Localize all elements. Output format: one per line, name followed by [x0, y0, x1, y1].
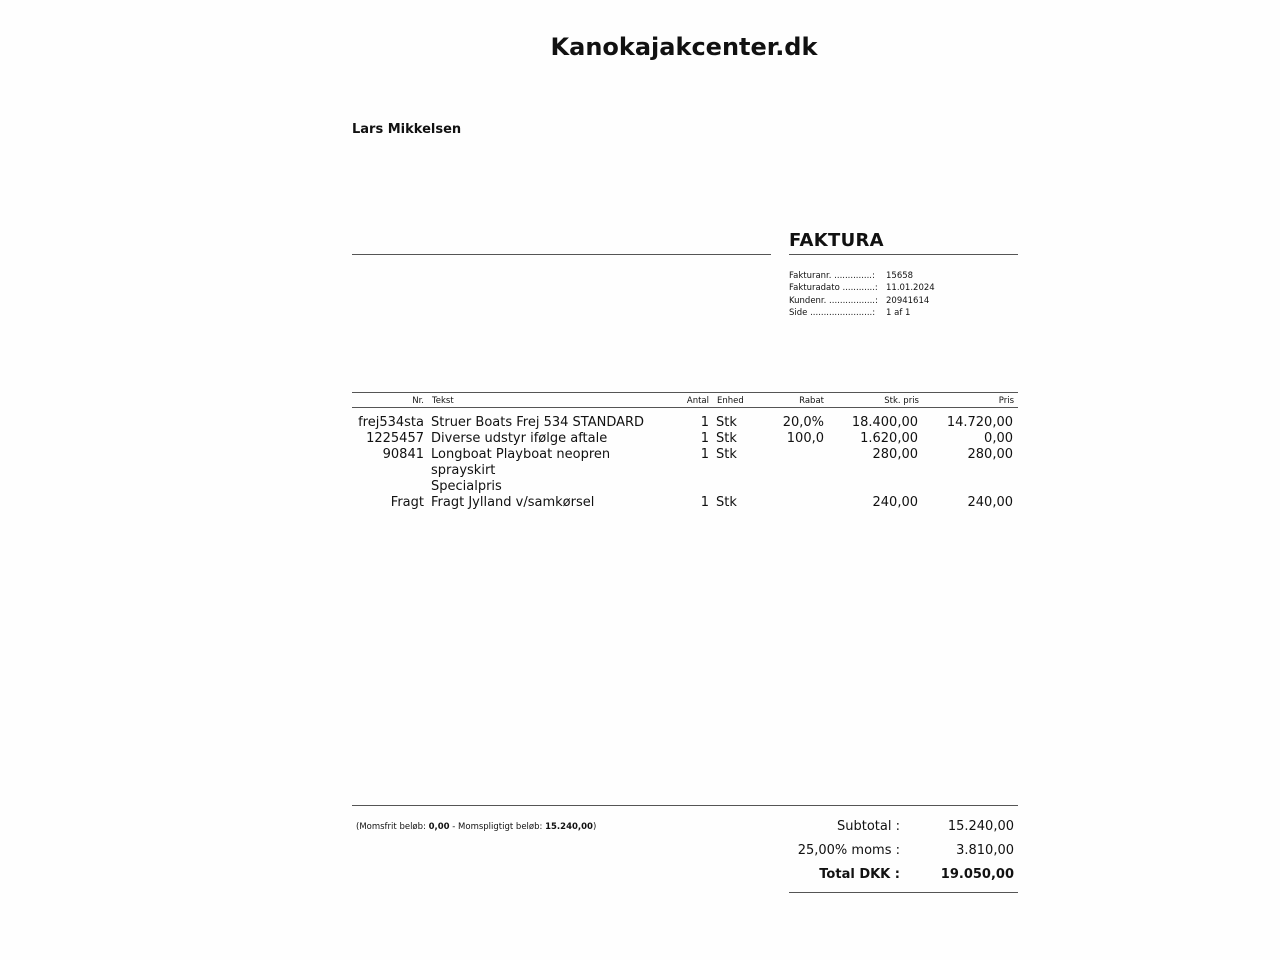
invoice-heading: FAKTURA: [789, 230, 884, 251]
cell-pris: 0,00: [984, 431, 1013, 446]
column-header-pris: Pris: [998, 396, 1014, 406]
table-row: [352, 415, 1018, 431]
divider: [789, 254, 1018, 255]
divider: [352, 392, 1018, 393]
cell-pris: 280,00: [967, 447, 1013, 462]
cell-stk-pris: 1.620,00: [860, 431, 918, 446]
vat-label: 25,00% moms :: [797, 843, 900, 858]
meta-value: 20941614: [886, 295, 930, 306]
cell-stk-pris: 280,00: [872, 447, 918, 462]
column-header-antal: Antal: [686, 396, 709, 406]
meta-invoice-date: [789, 282, 935, 294]
customer-name: Lars Mikkelsen: [352, 122, 462, 137]
vat-liable-amount: 15.240,00: [545, 822, 593, 832]
vat-value: 3.810,00: [956, 843, 1014, 858]
meta-label: Fakturanr. ..............:: [789, 271, 875, 281]
table-row: [352, 431, 1018, 447]
table-row: [352, 495, 1018, 511]
subtotal-row: [789, 819, 1018, 843]
cell-antal: 1: [700, 495, 709, 510]
subtotal-label: Subtotal :: [837, 819, 900, 834]
vat-note-suffix: ): [592, 822, 597, 832]
meta-value: 15658: [886, 271, 914, 281]
subtotal-value: 15.240,00: [947, 819, 1014, 834]
meta-invoice-number: [789, 270, 935, 282]
column-header-enhed: Enhed: [717, 396, 744, 406]
meta-label: Side .......................:: [789, 307, 876, 318]
total-value: 19.050,00: [940, 867, 1014, 882]
total-label: Total DKK :: [819, 867, 900, 882]
cell-stk-pris: 240,00: [872, 495, 918, 510]
vat-note-mid: - Momspligtigt beløb:: [449, 822, 546, 832]
cell-nr: frej534sta: [358, 415, 424, 430]
meta-label: Fakturadato ............:: [789, 283, 878, 294]
cell-pris: 240,00: [967, 495, 1013, 510]
cell-tekst-line2: sprayskirt: [431, 463, 496, 478]
totals: [789, 819, 1018, 891]
divider: [789, 892, 1018, 893]
column-header-tekst: Tekst: [432, 396, 454, 406]
cell-tekst-line3: Specialpris: [431, 479, 502, 494]
cell-enhed: Stk: [716, 495, 737, 510]
cell-nr: 1225457: [366, 431, 424, 446]
vat-note: [356, 822, 596, 832]
vat-free-amount: 0,00: [428, 822, 450, 832]
cell-antal: 1: [700, 447, 709, 462]
meta-label: Kundenr. .................:: [789, 295, 878, 306]
column-header-stk-pris: Stk. pris: [884, 396, 919, 406]
cell-enhed: Stk: [716, 431, 737, 446]
meta-value: 1 af 1: [886, 307, 911, 318]
vat-note-prefix: (Momsfrit beløb:: [356, 822, 429, 832]
divider: [352, 254, 771, 255]
column-header-rabat: Rabat: [799, 396, 824, 406]
cell-enhed: Stk: [716, 447, 737, 462]
divider: [352, 805, 1018, 806]
table-header: [352, 396, 1018, 407]
meta-page: [789, 307, 935, 319]
cell-rabat: 100,0: [786, 431, 824, 446]
cell-enhed: Stk: [716, 415, 737, 430]
cell-tekst: Fragt Jylland v/samkørsel: [431, 495, 595, 510]
cell-rabat: 20,0%: [782, 415, 824, 430]
invoice-meta: [789, 270, 935, 319]
line-items: [352, 415, 1018, 511]
total-row: [789, 867, 1018, 891]
cell-nr: Fragt: [390, 495, 424, 510]
cell-tekst: Diverse udstyr ifølge aftale: [431, 431, 608, 446]
cell-antal: 1: [700, 431, 709, 446]
cell-tekst: Longboat Playboat neopren: [431, 447, 611, 462]
divider: [352, 407, 1018, 408]
cell-nr: 90841: [382, 447, 424, 462]
site-title: Kanokajakcenter.dk: [550, 33, 818, 61]
cell-pris: 14.720,00: [946, 415, 1013, 430]
vat-row: [789, 843, 1018, 867]
cell-tekst: Struer Boats Frej 534 STANDARD: [431, 415, 645, 430]
table-row: [352, 447, 1018, 495]
meta-customer-number: [789, 295, 935, 307]
column-header-nr: Nr.: [412, 396, 424, 406]
meta-value: 11.01.2024: [886, 283, 935, 294]
cell-stk-pris: 18.400,00: [851, 415, 918, 430]
cell-antal: 1: [700, 415, 709, 430]
